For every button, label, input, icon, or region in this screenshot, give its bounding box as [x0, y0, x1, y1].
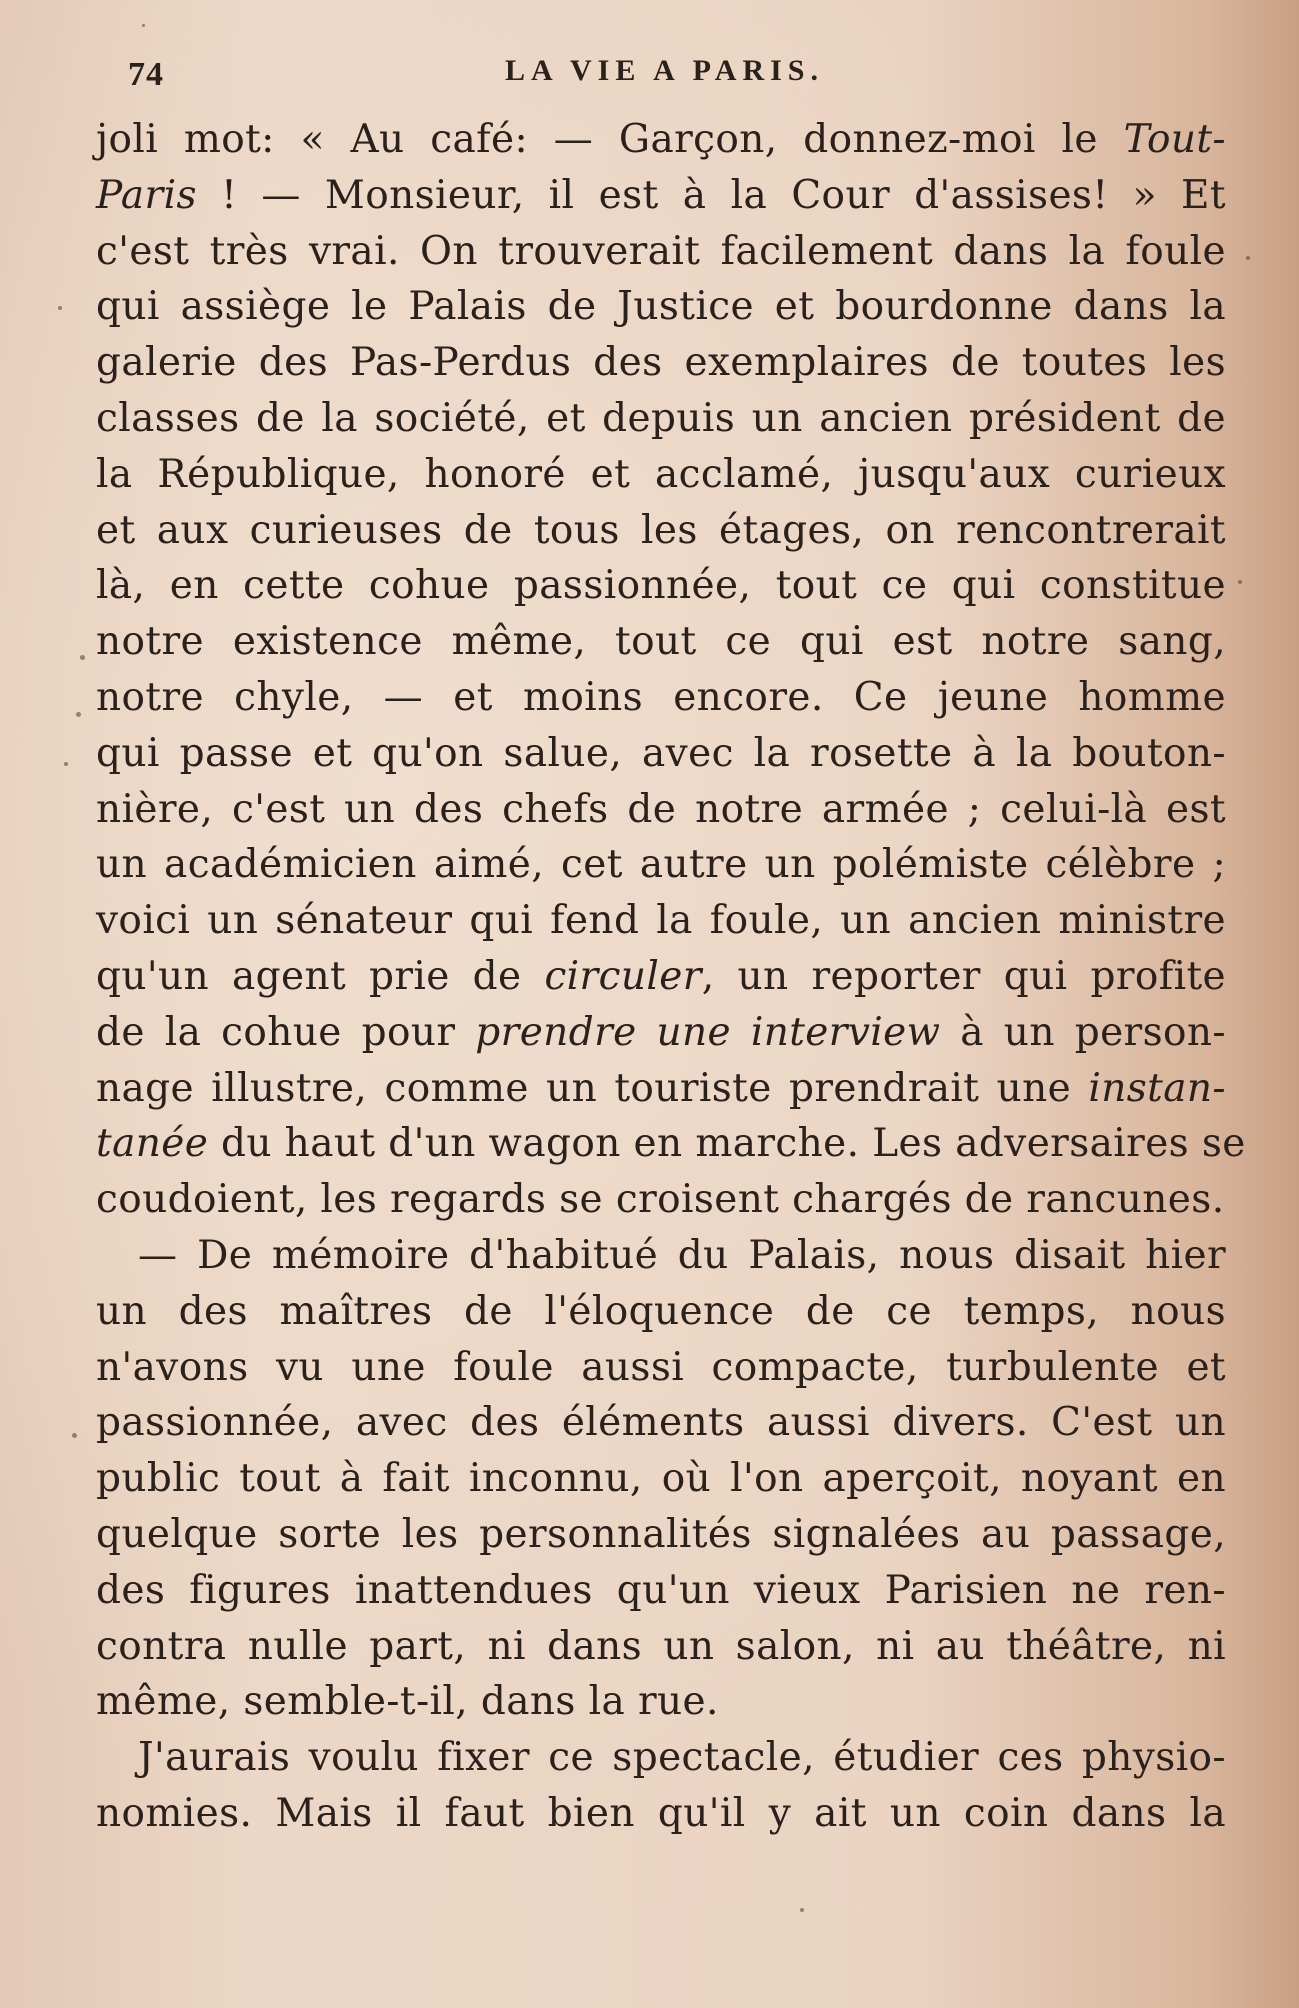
text-segment: du haut d'un wagon en marche. Les adversaires se: [208, 1121, 1246, 1167]
text-segment: là, en cette cohue passionnée, tout ce qui constitue: [96, 563, 1226, 609]
text-line: [96, 1563, 1226, 1619]
text-line: [96, 1451, 1226, 1507]
paper-speck: [76, 712, 81, 717]
text-line: [96, 112, 1226, 168]
paper-speck: [80, 655, 85, 660]
running-title: LA VIE A PARIS.: [505, 54, 824, 87]
paper-speck: [1238, 580, 1242, 584]
text-line: [96, 224, 1226, 280]
text-segment: même, semble-t-il, dans la rue.: [96, 1679, 719, 1725]
text-segment: public tout à fait inconnu, où l'on aperçoit, noyant en: [96, 1456, 1226, 1502]
text-line: [96, 1786, 1226, 1842]
text-line: [96, 1172, 1226, 1228]
text-line: [96, 279, 1226, 335]
text-segment: la République, honoré et acclamé, jusqu'aux curieux: [96, 451, 1226, 497]
text-line: [96, 782, 1226, 838]
text-segment: à un person-: [940, 1009, 1226, 1055]
text-line: [96, 447, 1226, 503]
paper-speck: [64, 762, 68, 766]
text-line: [96, 614, 1226, 670]
text-line: [96, 1507, 1226, 1563]
text-segment: nage illustre, comme un touriste prendrait une: [96, 1065, 1089, 1111]
text-segment: contra nulle part, ni dans un salon, ni au théâtre, ni: [96, 1623, 1226, 1669]
paper-speck: [72, 1433, 77, 1438]
text-segment: notre chyle, — et moins encore. Ce jeune homme: [96, 674, 1226, 720]
text-line: [96, 1340, 1226, 1396]
text-line: [96, 1061, 1226, 1117]
page-header: [0, 50, 1299, 100]
text-line: [96, 1116, 1246, 1172]
text-segment: nière, c'est un des chefs de notre armée ; celui-là est: [96, 786, 1226, 832]
text-line: [96, 335, 1226, 391]
text-segment: galerie des Pas-Perdus des exemplaires de toutes les: [96, 340, 1226, 386]
text-segment: nomies. Mais il faut bien qu'il y ait un coin dans la: [96, 1790, 1226, 1836]
text-line: [96, 503, 1226, 559]
text-segment: — De mémoire d'habitué du Palais, nous disait hier: [138, 1232, 1226, 1278]
text-line: [96, 168, 1226, 224]
italic-text: tanée: [96, 1121, 209, 1167]
page-number: 74: [128, 56, 164, 93]
text-segment: un des maîtres de l'éloquence de ce temps, nous: [96, 1288, 1226, 1334]
text-segment: qui passe et qu'on salue, avec la rosette à la bouton-: [96, 730, 1226, 776]
text-line: [96, 1395, 1226, 1451]
text-segment: c'est très vrai. On trouverait facilement dans la foule: [96, 228, 1226, 274]
text-segment: joli mot: « Au café: — Garçon, donnez-moi le: [96, 117, 1124, 162]
text-segment: qu'un agent prie de: [96, 953, 545, 999]
text-segment: J'aurais voulu fixer ce spectacle, étudier ces physio-: [138, 1735, 1226, 1781]
text-segment: de la cohue pour: [96, 1009, 476, 1055]
text-line: [96, 391, 1226, 447]
italic-text: prendre une interview: [475, 1009, 941, 1055]
text-line: [96, 1228, 1226, 1284]
text-line: [96, 893, 1226, 949]
text-segment: coudoient, les regards se croisent chargés de rancunes.: [96, 1177, 1225, 1223]
text-segment: quelque sorte les personnalités signalées au passage,: [96, 1511, 1226, 1557]
text-line: [96, 670, 1226, 726]
text-line: [96, 837, 1226, 893]
text-segment: n'avons vu une foule aussi compacte, turbulente et: [96, 1344, 1226, 1390]
italic-text: instan-: [1088, 1065, 1226, 1111]
italic-text: Paris: [96, 172, 197, 218]
text-line: [96, 1284, 1226, 1340]
text-segment: ! — Monsieur, il est à la Cour d'assises! » Et: [196, 172, 1226, 218]
text-segment: qui assiège le Palais de Justice et bourdonne dans la: [96, 284, 1226, 330]
italic-text: circuler: [544, 953, 702, 999]
paper-speck: [142, 24, 145, 27]
text-line: [96, 726, 1226, 782]
text-segment: un académicien aimé, cet autre un polémiste célèbre ;: [96, 842, 1226, 888]
text-segment: notre existence même, tout ce qui est notre sang,: [96, 619, 1226, 665]
text-line: [96, 558, 1226, 614]
text-line: [96, 1619, 1226, 1675]
text-segment: , un reporter qui profite: [701, 953, 1227, 999]
text-segment: classes de la société, et depuis un ancien président de: [96, 395, 1226, 441]
text-line: [96, 1674, 1226, 1730]
paper-speck: [1246, 256, 1250, 260]
text-segment: voici un sénateur qui fend la foule, un ancien ministre: [96, 898, 1226, 944]
paper-speck: [58, 306, 62, 310]
italic-text: Tout-: [1123, 117, 1226, 162]
text-line: [96, 1730, 1226, 1786]
text-segment: passionnée, avec des éléments aussi divers. C'est un: [96, 1400, 1226, 1446]
paper-speck: [800, 1908, 804, 1912]
text-line: [96, 949, 1226, 1005]
text-segment: et aux curieuses de tous les étages, on rencontrerait: [96, 507, 1226, 553]
text-segment: des figures inattendues qu'un vieux Parisien ne ren-: [96, 1567, 1226, 1613]
text-line: [96, 1005, 1226, 1061]
body-text: [96, 112, 1246, 1842]
